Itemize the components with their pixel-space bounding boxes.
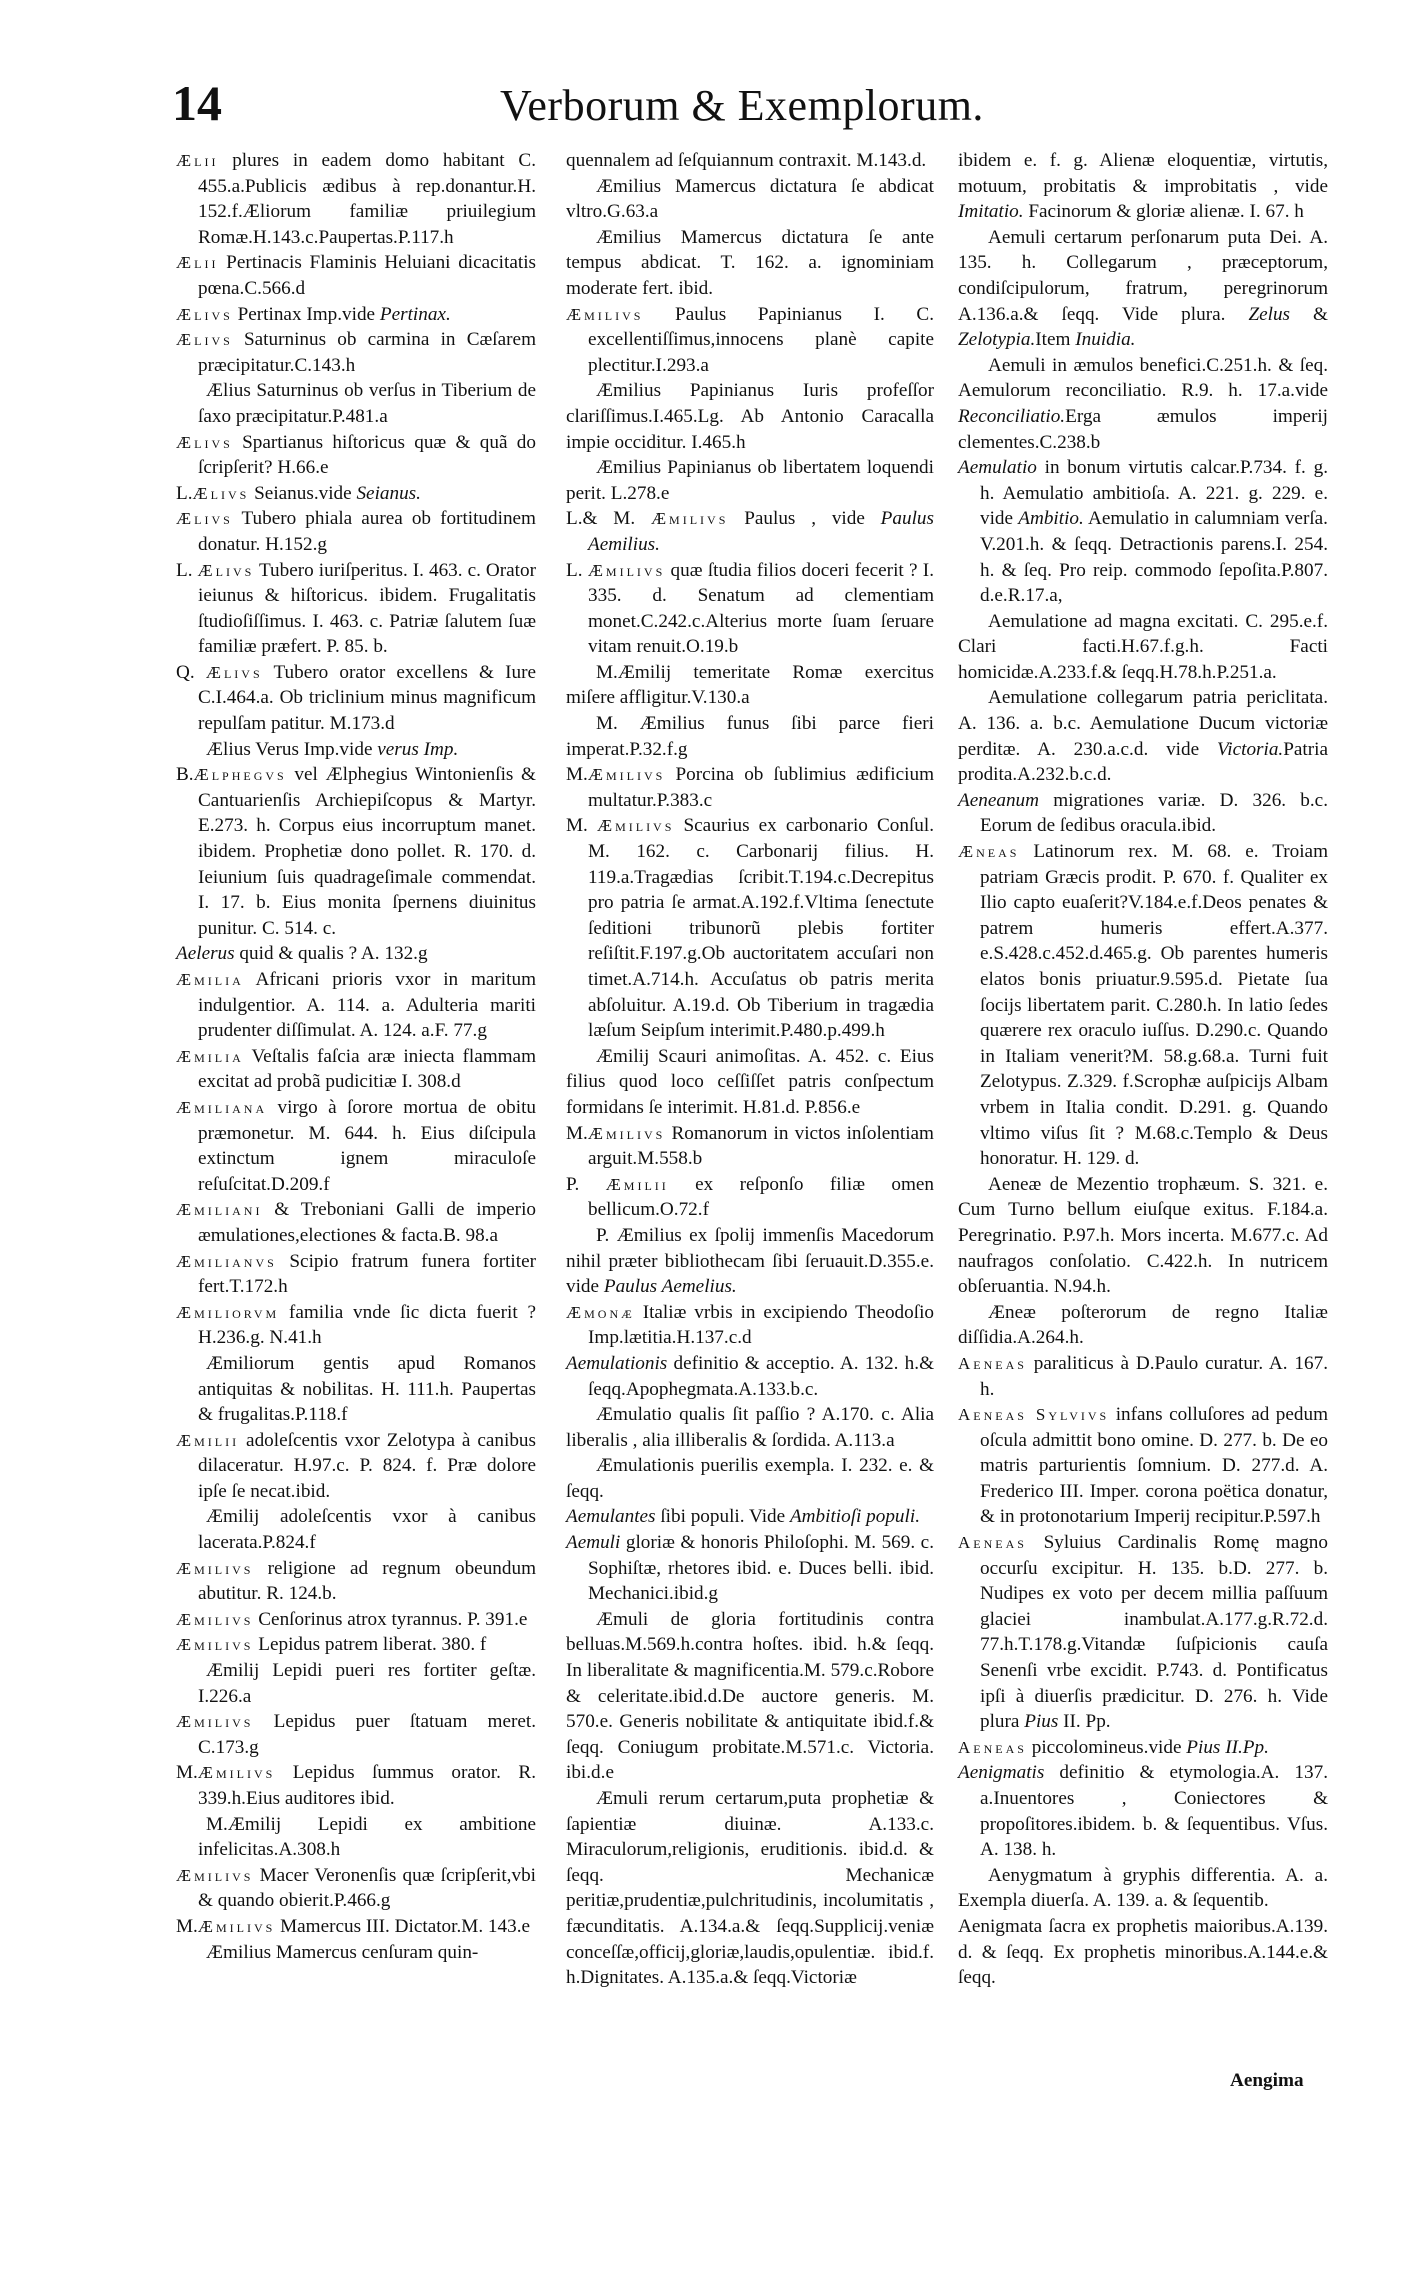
entry-italic-term: Ambitioſi populi. bbox=[789, 1506, 920, 1528]
entry-headword: Æmilivs bbox=[176, 1635, 254, 1655]
index-entry bbox=[176, 481, 536, 507]
entry-text: Aemulatione collegarum patria periclitata. A. 136. a. b.c. Aemulatione Ducum victoriæ perditæ. A. 230.a.c.d. vide bbox=[958, 687, 1328, 760]
entry-text: Aemuli certarum perſonarum puta Dei. A. 135. h. Collegarum , præceptorum, condiſcipulorum, fratrum, peregrinorum A.136.a.& ſeqq. Vide plura. bbox=[958, 226, 1328, 325]
index-entry bbox=[566, 558, 934, 660]
index-entry bbox=[566, 762, 934, 813]
entry-text: P. Æmilius ex ſpolij immenſis Macedorum nihil præter bibliothecam ſibi ſeruauit.D.355.e. vide bbox=[566, 1224, 934, 1298]
index-entry bbox=[566, 1504, 934, 1530]
index-entry bbox=[566, 378, 934, 455]
entry-text: M. Æmilius funus ſibi parce fieri imperat.P.32.f.g bbox=[566, 713, 934, 760]
index-column-1 bbox=[176, 148, 536, 1965]
entry-headword: Æmilivs bbox=[587, 560, 666, 580]
entry-text: M. bbox=[566, 764, 588, 786]
entry-headword: Æmilia bbox=[176, 1046, 244, 1066]
index-entry bbox=[958, 1351, 1328, 1402]
entry-text: quid & qualis ? A. 132.g bbox=[234, 943, 428, 965]
index-entry bbox=[958, 1735, 1328, 1761]
entry-headword: Ælphegvs bbox=[193, 765, 287, 785]
index-entry bbox=[958, 1402, 1328, 1530]
entry-text: Mamercus III. Dictator.M. 143.e bbox=[275, 1915, 531, 1937]
index-entry bbox=[566, 660, 934, 711]
entry-italic-term: Pertinax. bbox=[379, 303, 451, 325]
entry-text: P. bbox=[566, 1173, 606, 1195]
entry-text: Veſtalis faſcia aræ iniecta flammam excitat ad probã pudicitiæ I. 308.d bbox=[198, 1045, 536, 1093]
index-column-2 bbox=[566, 148, 934, 1991]
running-title: Verborum & Exemplorum. bbox=[500, 81, 984, 130]
index-entry bbox=[958, 1863, 1328, 1914]
entry-text: Æmilius Papinianus ob libertatem loquendi perit. L.278.e bbox=[566, 457, 934, 504]
entry-text: in bonum virtutis calcar.P.734. f. g. h. Aemulatio ambitioſa. A. 221. g. 229. e. vide bbox=[980, 457, 1328, 530]
entry-italic-term: Imitatio. bbox=[958, 201, 1024, 223]
index-entry bbox=[566, 174, 934, 225]
entry-text: Lepidus puer ſtatuam meret. C.173.g bbox=[198, 1711, 536, 1758]
index-entry bbox=[176, 1504, 536, 1555]
index-entry bbox=[176, 967, 536, 1044]
index-entry bbox=[566, 1786, 934, 1991]
index-entry bbox=[176, 1812, 536, 1863]
index-entry bbox=[566, 1351, 934, 1402]
entry-italic-term: verus Imp. bbox=[377, 738, 459, 760]
entry-headword: Ælivs bbox=[176, 330, 233, 350]
index-entry bbox=[176, 1863, 536, 1914]
index-entry bbox=[958, 1530, 1328, 1735]
entry-text: virgo à ſorore mortua de obitu præmonetur. M. 644. h. Eius diſcipula extinctum ignem miraculoſe reſuſcitat.D.209.f bbox=[198, 1096, 536, 1195]
entry-text: Pertinacis Flaminis Heluiani dicacitatis pœna.C.566.d bbox=[198, 252, 536, 299]
entry-italic-term: Aelerus bbox=[176, 943, 235, 965]
index-entry bbox=[958, 353, 1328, 455]
entry-text: M. bbox=[176, 1762, 198, 1784]
entry-text: Lepidus patrem liberat. 380. f bbox=[253, 1634, 487, 1656]
entry-headword: Æmilii bbox=[605, 1174, 669, 1194]
entry-text: religione ad regnum obeundum abutitur. R. 124.b. bbox=[198, 1557, 536, 1605]
page-number: 14 bbox=[172, 75, 222, 131]
entry-text: Aenygmatum à gryphis differentia. A. a. Exempla diuerſa. A. 139. a. & ſequentib. bbox=[958, 1864, 1328, 1912]
entry-text: Æmulatio qualis ſit paſſio ? A.170. c. Alia liberalis , alia illiberalis & ſordida. A.113.a bbox=[566, 1404, 934, 1451]
entry-headword: Æmilivs bbox=[176, 1712, 254, 1732]
index-entry bbox=[566, 1530, 934, 1607]
index-entry bbox=[566, 1223, 934, 1300]
index-entry bbox=[566, 1044, 934, 1121]
index-entry bbox=[566, 1402, 934, 1453]
entry-text: Macer Veronenſis quæ ſcripſerit,vbi & quando obierit.P.466.g bbox=[198, 1864, 536, 1912]
entry-headword: Æmilivs bbox=[176, 1865, 254, 1885]
entry-text: B. bbox=[176, 764, 194, 786]
entry-italic-term: Aemulationis bbox=[566, 1352, 668, 1374]
entry-text: Aemulatione ad magna excitati. C. 295.e.f. Clari facti.H.67.f.g.h. Facti homicidæ.A.233.f.& ſeqq.H.78.h.P.251.a. bbox=[958, 610, 1328, 683]
index-entry bbox=[176, 1428, 536, 1505]
entry-italic-term: Aenigmatis bbox=[958, 1762, 1045, 1784]
index-entry bbox=[958, 685, 1328, 787]
entry-text: M. bbox=[566, 1122, 588, 1144]
index-entry bbox=[176, 250, 536, 301]
index-entry bbox=[566, 455, 934, 506]
index-entry bbox=[566, 1607, 934, 1786]
entry-text: piccolomineus.vide bbox=[1026, 1736, 1187, 1758]
entry-headword: Æmilivs bbox=[650, 509, 729, 529]
entry-text: migrationes variæ. D. 326. b.c. Eorum de ſedibus oracula.ibid. bbox=[980, 789, 1328, 837]
index-entry bbox=[566, 711, 934, 762]
entry-italic-term: Aemuli bbox=[566, 1532, 621, 1554]
entry-italic-term: Aeneanum bbox=[958, 789, 1039, 811]
entry-text: Q. bbox=[176, 661, 206, 683]
index-entry bbox=[176, 1632, 536, 1658]
entry-italic-term: Pius II.Pp. bbox=[1186, 1736, 1269, 1758]
index-entry bbox=[566, 813, 934, 1043]
index-entry bbox=[176, 1300, 536, 1351]
index-entry bbox=[958, 455, 1328, 609]
entry-text: Aeneæ de Mezentio trophæum. S. 321. e. Cum Turno bellum eiuſque exitus. F.184.a. Peregrinatio. P.97.h. Mors incerta. M.677.c. Ad naufragos conſolatio. C.422.h. In nutricem obſeruantia. N.94.h. bbox=[958, 1173, 1328, 1298]
index-entry bbox=[176, 148, 536, 250]
index-entry bbox=[958, 1172, 1328, 1300]
index-entry bbox=[566, 225, 934, 302]
entry-text: adoleſcentis vxor Zelotypa à canibus dilaceratur. H.97.c. P. 824. f. Præ dolore ipſe ſe necat.ibid. bbox=[198, 1429, 536, 1502]
entry-headword: Aeneas bbox=[958, 1737, 1027, 1757]
entry-text: Item bbox=[1035, 329, 1076, 351]
entry-text: paraliticus à D.Paulo curatur. A. 167. h. bbox=[980, 1352, 1328, 1400]
index-entry bbox=[958, 148, 1328, 225]
index-entry bbox=[176, 506, 536, 557]
entry-headword: Æmilivs bbox=[587, 1123, 666, 1143]
entry-headword: Æmilivs bbox=[197, 1763, 276, 1783]
entry-text: ex reſponſo filiæ omen bellicum.O.72.f bbox=[588, 1173, 934, 1221]
entry-headword: Æmiliana bbox=[176, 1097, 268, 1117]
entry-headword: Æmilivs bbox=[176, 1558, 254, 1578]
entry-text: M.Æmilij Lepidi ex ambitione infelicitas.A.308.h bbox=[198, 1813, 536, 1861]
index-entry bbox=[566, 302, 934, 379]
index-entry bbox=[176, 378, 536, 429]
entry-italic-term: Victoria. bbox=[1216, 738, 1284, 760]
entry-text: Aemuli in æmulos benefici.C.251.h. & ſeq. Aemulorum reconciliatio. R.9. h. 17.a.vide bbox=[958, 354, 1328, 402]
entry-text: Patria prodita.A.232.b.c.d. bbox=[958, 738, 1328, 786]
entry-italic-term: Aemulantes bbox=[566, 1506, 656, 1528]
index-entry bbox=[176, 1197, 536, 1248]
index-entry bbox=[566, 1453, 934, 1504]
index-entry bbox=[176, 762, 536, 941]
index-entry bbox=[958, 1760, 1328, 1862]
entry-italic-term: Ambitio. bbox=[1018, 508, 1084, 530]
entry-text: Latinorum rex. M. 68. e. Troiam patriam Græcis prodit. P. 670. f. Qualiter ex Ilio capto euaſerit?V.184.e.f.Deos penates & patrem humeris effert.A.377. e.S.428.c.452.d.465.g. Ob parentes humeris elatos bonis priuatur.9.595.d. Pietate ſua ſocijs libertatem parit. C.280.h. In latio ſedes quærere rex oraculo iuſſus. D.290.c. Quando in Italiam venerit?M. 58.g.68.a. Turni fuit Zelotypus. Z.329. f.Scrophæ auſpicijs Albam vrbem in Italia condit. D.291. g. Quando vltimo viſus ſit ? M.68.c.Templo & Deus honoratur. H. 129. d. bbox=[980, 841, 1328, 1170]
index-entry bbox=[958, 1914, 1328, 1991]
entry-text: definitio & etymologia.A. 137. a.Inuentores , Coniectores & propoſitores.ibidem. b. & ſequentibus. Vſus. A. 138. h. bbox=[980, 1762, 1328, 1861]
entry-text: M. bbox=[176, 1915, 198, 1937]
entry-headword: Æmilivs bbox=[176, 1609, 254, 1629]
index-entry bbox=[176, 302, 536, 328]
entry-text: vel Ælphegius Wintonienſis & Cantuarienſis Archiepiſcopus & Martyr. E.273. h. Corpus eius incorruptum manet. ibidem. Prophetiæ dono pollet. R. 170. d. Ieiunium ſuis quadrageſimale commendat. I. 17. b. Eius monita ſpernens diuinitus punitur. C. 514. c. bbox=[198, 764, 536, 939]
index-entry bbox=[958, 788, 1328, 839]
catchword: Aengima bbox=[1230, 2070, 1304, 2091]
entry-italic-term: Zelotypia. bbox=[958, 329, 1036, 351]
entry-text: Ælius Verus Imp.vide bbox=[206, 738, 378, 760]
entry-italic-term: Zelus bbox=[1248, 303, 1291, 325]
index-entry bbox=[958, 609, 1328, 686]
entry-text: Spartianus hiſtoricus quæ & quã do ſcripſerit? H.66.e bbox=[198, 431, 536, 479]
entry-headword: Æmilia bbox=[176, 970, 244, 989]
entry-text: Æmuli rerum certarum,puta prophetiæ & ſapientiæ diuinæ. A.133.c. Miraculorum,religionis, eruditionis. ibid.d. & ſeqq. Mechanicæ peritiæ,prudentiæ,pulchritudinis, incolumitatis , fæcunditatis. A.134.a.& ſeqq.Supplicij.veniæ conceſſæ,officij,gloriæ,laudis,opulentiæ. ibid.f. h.Dignitates. A.135.a.& ſeqq.Victoriæ bbox=[566, 1788, 934, 1989]
entry-headword: Æmilianvs bbox=[176, 1251, 277, 1271]
entry-text: Aenigmata ſacra ex prophetis maioribus.A.139. d. & ſeqq. Ex prophetis minoribus.A.144.e.& ſeqq. bbox=[958, 1915, 1328, 1989]
entry-headword: Aeneas Sylvivs bbox=[958, 1405, 1110, 1425]
entry-headword: Ælivs bbox=[192, 483, 250, 503]
index-entry bbox=[176, 1095, 536, 1197]
entry-headword: Æmilivs bbox=[596, 816, 675, 836]
entry-text: Tubero orator excellens & Iure C.I.464.a. Ob triclinium minus magnificum repulſam patitur. M.173.d bbox=[198, 661, 536, 735]
entry-text: Scaurius ex carbonario Conſul. M. 162. c. Carbonarij filius. H. 119.a.Tragædias ſcribit.T.194.c.Decrepitus pro patria ſe armat.A.192.f.Vltima ſenectute ſeditioni tribunorũ plebis fortiter reſiſtit.F.197.g.Ob auctoritatem accuſari non timet.A.714.h. Accuſatus ob patris merita abſoluitur. A.19.d. Ob Tiberium in tragædia læſum Seipſum interimit.P.480.p.499.h bbox=[588, 815, 935, 1042]
index-entry bbox=[176, 1351, 536, 1428]
entry-text: Africani prioris vxor in maritum indulgentior. A. 114. a. Adulteria mariti prudenter diſſimulat. A. 124. a.F. 77.g bbox=[198, 969, 536, 1042]
index-entry bbox=[176, 1760, 536, 1811]
entry-italic-term: Seianus. bbox=[356, 482, 421, 504]
entry-text: Porcina ob ſublimius ædificium multatur.P.383.c bbox=[588, 764, 934, 811]
entry-text: Paulus , vide bbox=[728, 508, 881, 530]
entry-text: Tubero phiala aurea ob fortitudinem donatur. H.152.g bbox=[198, 508, 536, 555]
entry-headword: Ælii bbox=[176, 151, 219, 170]
entry-headword: Ælivs bbox=[176, 432, 233, 452]
entry-text: L. bbox=[176, 482, 193, 504]
entry-headword: Æmonæ bbox=[566, 1302, 635, 1322]
index-entry bbox=[566, 506, 934, 557]
entry-text: Tubero iuriſperitus. I. 463. c. Orator ieiunus & hiſtoricus. ibidem. Frugalitatis ſtudioſiſſimus. I. 463. c. Patriæ ſalutem ſuæ familiæ præfert. P. 85. b. bbox=[198, 559, 536, 658]
entry-text: M.Æmilij temeritate Romæ exercitus miſere affligitur.V.130.a bbox=[566, 661, 934, 709]
entry-text: quæ ſtudia filios doceri fecerit ? I. 335. d. Senatum ad clementiam monet.C.242.c.Alterius morte ſuam ſeruare vitam renuit.O.19.b bbox=[588, 559, 934, 658]
entry-text: Aemulatio in calumniam verſa. V.201.h. & ſeqq. Detractionis parens.I. 254. h. & ſeq. Pro reip. commodo ſepoſita.P.807. d.e.R.17.a, bbox=[980, 508, 1328, 607]
index-entry bbox=[176, 1658, 536, 1709]
entry-text: L. bbox=[566, 559, 588, 581]
entry-italic-term: Inuidia. bbox=[1075, 329, 1136, 351]
index-entry bbox=[566, 1300, 934, 1351]
entry-headword: Æmilivs bbox=[197, 1916, 276, 1936]
entry-italic-term: Reconciliatio. bbox=[958, 405, 1066, 427]
entry-text: II. Pp. bbox=[1058, 1711, 1111, 1733]
entry-text: & bbox=[1290, 303, 1328, 325]
entry-headword: Ælivs bbox=[176, 304, 233, 324]
entry-italic-term: Paulus Aemilius. bbox=[588, 508, 934, 555]
entry-text: Æmilij Scauri animoſitas. A. 452. c. Eius filius quod loco ceſſiſſet patris conſpectum formidans ſe interimit. H.81.d. P.856.e bbox=[566, 1045, 934, 1118]
entry-text: Æmilius Papinianus Iuris profeſſor clariſſimus.I.465.Lg. Ab Antonio Caracalla impie occiditur. I.465.h bbox=[566, 380, 934, 453]
entry-headword: Aeneas bbox=[958, 1353, 1027, 1373]
entry-headword: Æmilivs bbox=[587, 765, 666, 785]
entry-text: L. bbox=[176, 559, 198, 581]
index-entry bbox=[958, 225, 1328, 353]
entry-headword: Ælii bbox=[176, 253, 219, 273]
index-entry bbox=[958, 1300, 1328, 1351]
entry-text: quennalem ad ſeſquiannum contraxit. M.143.d. bbox=[566, 150, 927, 171]
entry-headword: Ælivs bbox=[176, 509, 233, 529]
entry-headword: Ælivs bbox=[197, 560, 255, 580]
entry-text: Æmuli de gloria fortitudinis contra belluas.M.569.h.contra hoſtes. ibid. h.& ſeqq. In liberalitate & magnificentia.M. 579.c.Robore & celeritate.ibid.d.De auctore generis. M. 570.e. Generis nobilitate & antiquitate ibid.f.& ſeqq. Coniugum probitate.M.571.c. Victoria. ibi.d.e bbox=[566, 1608, 934, 1784]
entry-text: Æmilius Mamercus cenſuram quin- bbox=[206, 1941, 479, 1963]
index-entry bbox=[176, 941, 536, 967]
entry-text: Erga æmulos imperij clementes.C.238.b bbox=[958, 405, 1328, 453]
index-column-3 bbox=[958, 148, 1328, 1991]
entry-headword: Æneas bbox=[958, 842, 1020, 862]
entry-text: ſibi populi. Vide bbox=[655, 1506, 790, 1528]
entry-text: Æmilij Lepidi pueri res fortiter geſtæ. I.226.a bbox=[198, 1660, 536, 1707]
entry-text: Æmiliorum gentis apud Romanos antiquitas & nobilitas. H. 111.h. Paupertas & frugalitas.P.118.f bbox=[198, 1352, 536, 1426]
index-entry bbox=[176, 1914, 536, 1940]
entry-text: Æneæ poſterorum de regno Italiæ diſſidia.A.264.h. bbox=[958, 1301, 1328, 1349]
index-entry bbox=[176, 1607, 536, 1633]
entry-text: Saturninus ob carmina in Cæſarem præcipitatur.C.143.h bbox=[198, 329, 536, 376]
entry-text: Ælius Saturninus ob verſus in Tiberium de ſaxo præcipitatur.P.481.a bbox=[198, 380, 536, 427]
index-entry bbox=[176, 558, 536, 660]
entry-text: Lepidus ſummus orator. R. 339.h.Eius auditores ibid. bbox=[198, 1762, 536, 1809]
entry-headword: Ælivs bbox=[205, 662, 263, 682]
entry-headword: Æmilivs bbox=[566, 304, 644, 324]
entry-text: definitio & acceptio. A. 132. h.& ſeqq.Apophegmata.A.133.b.c. bbox=[588, 1352, 934, 1400]
entry-headword: Aeneas bbox=[958, 1533, 1027, 1553]
entry-text: Pertinax Imp.vide bbox=[232, 303, 380, 325]
entry-text: Romanorum in victos inſolentiam arguit.M.558.b bbox=[588, 1122, 934, 1170]
index-entry bbox=[566, 148, 934, 174]
entry-text: Paulus Papinianus I. C. excellentiſſimus,innocens planè capite plectitur.I.293.a bbox=[588, 303, 934, 376]
index-entry bbox=[566, 1121, 934, 1172]
entry-text: Æmilij adoleſcentis vxor à canibus lacerata.P.824.f bbox=[198, 1506, 536, 1554]
entry-text: Seianus.vide bbox=[249, 482, 357, 504]
entry-text: familia vnde ſic dicta fuerit ? H.236.g. N.41.h bbox=[198, 1301, 536, 1349]
index-entry bbox=[176, 327, 536, 378]
entry-text: Italiæ vrbis in excipiendo Theodoſio Imp.lætitia.H.137.c.d bbox=[588, 1301, 934, 1349]
index-entry bbox=[176, 737, 536, 763]
index-entry bbox=[176, 1044, 536, 1095]
entry-text: Facinorum & gloriæ alienæ. I. 67. h bbox=[1023, 201, 1304, 223]
entry-italic-term: Paulus Aemelius. bbox=[603, 1276, 737, 1298]
entry-text: M. bbox=[566, 815, 597, 837]
entry-headword: Æmiliani bbox=[176, 1200, 263, 1220]
entry-italic-term: Pius bbox=[1024, 1711, 1059, 1733]
index-entry bbox=[176, 1556, 536, 1607]
entry-italic-term: Aemulatio bbox=[958, 457, 1037, 479]
index-entry bbox=[176, 1709, 536, 1760]
index-entry bbox=[566, 1172, 934, 1223]
index-entry bbox=[176, 1940, 536, 1966]
entry-text: Æmilius Mamercus dictatura ſe ante tempus abdicat. T. 162. a. ignominiam moderate fert. ibid. bbox=[566, 226, 934, 299]
index-entry bbox=[176, 660, 536, 737]
entry-text: Æmulationis puerilis exempla. I. 232. e. & ſeqq. bbox=[566, 1455, 934, 1502]
entry-text: Syluius Cardinalis Romę magno occurſu excipitur. H. 135. b.D. 277. b. Nudipes ex voto per decem millia paſſuum glaciei inambulat.A.177.g.R.72.d. 77.h.T.178.g.Vitandæ ſuſpicionis cauſa Senenſi vrbe excidit. P.743. d. Pontificatus ipſi à diuerſis prædicitur. D. 276. h. Vide plura bbox=[980, 1532, 1328, 1733]
entry-text: plures in eadem domo habitant C. 455.a.Publicis ædibus à rep.donantur.H. 152.f.Æliorum familiæ priuilegium Romæ.H.143.c.Paupertas.P.117.h bbox=[198, 150, 536, 248]
entry-text: Cenſorinus atrox tyrannus. P. 391.e bbox=[253, 1608, 528, 1630]
entry-text: L.& M. bbox=[566, 508, 651, 530]
index-entry bbox=[176, 1249, 536, 1300]
index-entry bbox=[958, 839, 1328, 1172]
entry-headword: Æmilii bbox=[176, 1430, 240, 1450]
entry-text: infans colluſores ad pedum oſcula admittit bono omine. D. 277. b. De eo matris parturientis ſomnium. D. 277.d. A. Frederico III. Imper. corona poëtica donatur, & in protonotarium Imperij recipitur.P.597.h bbox=[980, 1404, 1329, 1528]
index-entry bbox=[176, 430, 536, 481]
entry-text: ibidem e. f. g. Alienæ eloquentiæ, virtutis, motuum, probitatis & improbitatis , vide bbox=[958, 150, 1328, 197]
entry-text: & Treboniani Galli de imperio æmulationes,electiones & facta.B. 98.a bbox=[198, 1199, 536, 1246]
entry-headword: Æmiliorvm bbox=[176, 1302, 280, 1322]
entry-text: Scipio fratrum funera fortiter fert.T.172.h bbox=[198, 1250, 536, 1298]
entry-text: Æmilius Mamercus dictatura ſe abdicat vltro.G.63.a bbox=[566, 175, 934, 223]
entry-text: gloriæ & honoris Philoſophi. M. 569. c. Sophiſtæ, rhetores ibid. e. Duces belli. ibid. Mechanici.ibid.g bbox=[588, 1532, 934, 1605]
